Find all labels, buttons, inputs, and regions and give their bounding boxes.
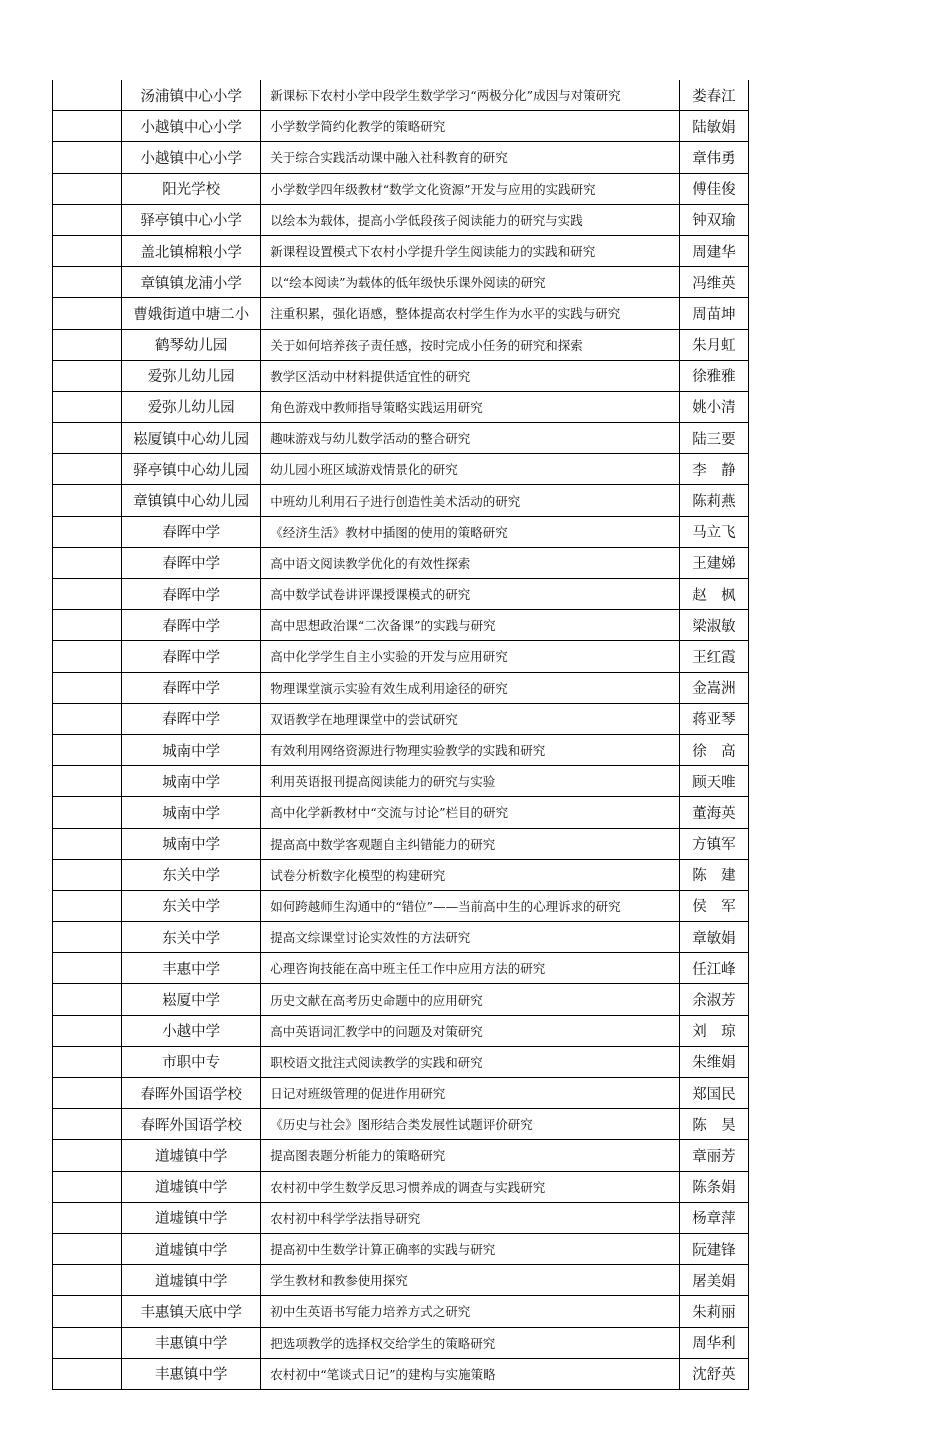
index-cell: [53, 1202, 122, 1233]
author-cell: 娄春江: [679, 80, 748, 111]
author-cell: 朱月虹: [679, 329, 748, 360]
author-cell: 冯维英: [679, 267, 748, 298]
school-cell: 小越镇中心小学: [122, 111, 261, 142]
author-cell: 陆三要: [679, 423, 748, 454]
index-cell: [53, 235, 122, 266]
index-cell: [53, 1046, 122, 1077]
table-row: [53, 1046, 749, 1077]
title-cell: 以“绘本阅读”为载体的低年级快乐课外阅读的研究: [261, 267, 680, 298]
school-cell: 春晖中学: [122, 610, 261, 641]
author-cell: 马立飞: [679, 516, 748, 547]
index-cell: [53, 1358, 122, 1389]
title-cell: 农村初中“笔谈式日记”的建构与实施策略: [261, 1358, 680, 1389]
table-row: [53, 703, 749, 734]
school-cell: 鹤琴幼儿园: [122, 329, 261, 360]
title-cell: 《历史与社会》图形结合类发展性试题评价研究: [261, 1109, 680, 1140]
author-cell: 王建娣: [679, 547, 748, 578]
index-cell: [53, 204, 122, 235]
school-cell: 道墟镇中学: [122, 1171, 261, 1202]
title-cell: 以绘本为载体，提高小学低段孩子阅读能力的研究与实践: [261, 204, 680, 235]
table-row: [53, 1233, 749, 1264]
school-cell: 春晖中学: [122, 703, 261, 734]
school-cell: 春晖中学: [122, 547, 261, 578]
title-cell: 高中化学学生自主小实验的开发与应用研究: [261, 641, 680, 672]
index-cell: [53, 766, 122, 797]
index-cell: [53, 454, 122, 485]
index-cell: [53, 329, 122, 360]
author-cell: 顾天唯: [679, 766, 748, 797]
title-cell: 高中思想政治课“二次备课”的实践与研究: [261, 610, 680, 641]
index-cell: [53, 797, 122, 828]
school-cell: 春晖中学: [122, 641, 261, 672]
author-cell: 钟双瑜: [679, 204, 748, 235]
author-cell: 徐雅雅: [679, 360, 748, 391]
table-row: [53, 142, 749, 173]
table-row: [53, 953, 749, 984]
author-cell: 杨章萍: [679, 1202, 748, 1233]
school-cell: 道墟镇中学: [122, 1202, 261, 1233]
author-cell: 陈 建: [679, 859, 748, 890]
school-cell: 崧厦中学: [122, 984, 261, 1015]
author-cell: 刘 琼: [679, 1015, 748, 1046]
author-cell: 陈莉燕: [679, 485, 748, 516]
author-cell: 陈 昊: [679, 1109, 748, 1140]
title-cell: 提高文综课堂讨论实效性的方法研究: [261, 922, 680, 953]
author-cell: 傅佳俊: [679, 173, 748, 204]
school-cell: 曹娥街道中塘二小: [122, 298, 261, 329]
title-cell: 农村初中科学学法指导研究: [261, 1202, 680, 1233]
title-cell: 教学区活动中材料提供适宜性的研究: [261, 360, 680, 391]
school-cell: 丰惠镇天底中学: [122, 1296, 261, 1327]
index-cell: [53, 1296, 122, 1327]
author-cell: 余淑芳: [679, 984, 748, 1015]
title-cell: 把选项教学的选择权交给学生的策略研究: [261, 1327, 680, 1358]
author-cell: 赵 枫: [679, 579, 748, 610]
table-row: [53, 1358, 749, 1389]
author-cell: 姚小清: [679, 391, 748, 422]
index-cell: [53, 173, 122, 204]
index-cell: [53, 734, 122, 765]
index-cell: [53, 922, 122, 953]
author-cell: 陈条娟: [679, 1171, 748, 1202]
table-row: [53, 204, 749, 235]
title-cell: 试卷分析数字化模型的构建研究: [261, 859, 680, 890]
table-row: [53, 1078, 749, 1109]
table-row: [53, 610, 749, 641]
school-cell: 阳光学校: [122, 173, 261, 204]
school-cell: 春晖中学: [122, 579, 261, 610]
title-cell: 农村初中学生数学反思习惯养成的调查与实践研究: [261, 1171, 680, 1202]
table-row: [53, 391, 749, 422]
index-cell: [53, 1233, 122, 1264]
school-cell: 道墟镇中学: [122, 1265, 261, 1296]
table-row: [53, 298, 749, 329]
index-cell: [53, 1327, 122, 1358]
table-row: [53, 1202, 749, 1233]
table-row: [53, 423, 749, 454]
index-cell: [53, 1015, 122, 1046]
table-row: [53, 922, 749, 953]
title-cell: 小学数学四年级教材“数学文化资源”开发与应用的实践研究: [261, 173, 680, 204]
school-cell: 汤浦镇中心小学: [122, 80, 261, 111]
research-project-table: [52, 80, 749, 1390]
title-cell: 双语教学在地理课堂中的尝试研究: [261, 703, 680, 734]
title-cell: 提高高中数学客观题自主纠错能力的研究: [261, 828, 680, 859]
author-cell: 方镇军: [679, 828, 748, 859]
table-row: [53, 1265, 749, 1296]
index-cell: [53, 984, 122, 1015]
index-cell: [53, 1265, 122, 1296]
title-cell: 《经济生活》教材中插图的使用的策略研究: [261, 516, 680, 547]
index-cell: [53, 360, 122, 391]
title-cell: 关于综合实践活动课中融入社科教育的研究: [261, 142, 680, 173]
index-cell: [53, 579, 122, 610]
table-row: [53, 485, 749, 516]
school-cell: 春晖中学: [122, 672, 261, 703]
table-row: [53, 173, 749, 204]
index-cell: [53, 80, 122, 111]
school-cell: 道墟镇中学: [122, 1233, 261, 1264]
index-cell: [53, 610, 122, 641]
author-cell: 周苗坤: [679, 298, 748, 329]
school-cell: 东关中学: [122, 890, 261, 921]
index-cell: [53, 703, 122, 734]
author-cell: 梁淑敏: [679, 610, 748, 641]
school-cell: 崧厦镇中心幼儿园: [122, 423, 261, 454]
index-cell: [53, 890, 122, 921]
table-row: [53, 1140, 749, 1171]
table-row: [53, 1015, 749, 1046]
title-cell: 职校语文批注式阅读教学的实践和研究: [261, 1046, 680, 1077]
school-cell: 驿亭镇中心小学: [122, 204, 261, 235]
index-cell: [53, 672, 122, 703]
title-cell: 小学数学简约化教学的策略研究: [261, 111, 680, 142]
table-row: [53, 984, 749, 1015]
title-cell: 利用英语报刊提高阅读能力的研究与实验: [261, 766, 680, 797]
index-cell: [53, 423, 122, 454]
school-cell: 小越中学: [122, 1015, 261, 1046]
table-row: [53, 329, 749, 360]
index-cell: [53, 298, 122, 329]
table-body: [53, 80, 749, 1389]
author-cell: 蒋亚琴: [679, 703, 748, 734]
author-cell: 陆敏娟: [679, 111, 748, 142]
table-row: [53, 579, 749, 610]
author-cell: 任江峰: [679, 953, 748, 984]
school-cell: 丰惠镇中学: [122, 1327, 261, 1358]
table-row: [53, 111, 749, 142]
index-cell: [53, 1171, 122, 1202]
table-row: [53, 267, 749, 298]
author-cell: 屠美娟: [679, 1265, 748, 1296]
school-cell: 城南中学: [122, 734, 261, 765]
author-cell: 金嵩洲: [679, 672, 748, 703]
index-cell: [53, 1140, 122, 1171]
school-cell: 丰惠中学: [122, 953, 261, 984]
title-cell: 初中生英语书写能力培养方式之研究: [261, 1296, 680, 1327]
author-cell: 朱莉丽: [679, 1296, 748, 1327]
index-cell: [53, 1078, 122, 1109]
table-row: [53, 828, 749, 859]
title-cell: 高中英语词汇教学中的问题及对策研究: [261, 1015, 680, 1046]
index-cell: [53, 111, 122, 142]
table-row: [53, 1327, 749, 1358]
title-cell: 学生教材和教参使用探究: [261, 1265, 680, 1296]
author-cell: 章伟勇: [679, 142, 748, 173]
title-cell: 角色游戏中教师指导策略实践运用研究: [261, 391, 680, 422]
school-cell: 章镇镇中心幼儿园: [122, 485, 261, 516]
title-cell: 关于如何培养孩子责任感，按时完成小任务的研究和探索: [261, 329, 680, 360]
table-row: [53, 1109, 749, 1140]
index-cell: [53, 516, 122, 547]
table-row: [53, 672, 749, 703]
index-cell: [53, 641, 122, 672]
index-cell: [53, 485, 122, 516]
title-cell: 高中数学试卷讲评课授课模式的研究: [261, 579, 680, 610]
author-cell: 周建华: [679, 235, 748, 266]
title-cell: 高中化学新教材中“交流与讨论”栏目的研究: [261, 797, 680, 828]
title-cell: 心理咨询技能在高中班主任工作中应用方法的研究: [261, 953, 680, 984]
school-cell: 盖北镇棉粮小学: [122, 235, 261, 266]
author-cell: 朱维娟: [679, 1046, 748, 1077]
school-cell: 春晖中学: [122, 516, 261, 547]
title-cell: 新课程设置模式下农村小学提升学生阅读能力的实践和研究: [261, 235, 680, 266]
table-row: [53, 890, 749, 921]
table-row: [53, 547, 749, 578]
title-cell: 新课标下农村小学中段学生数学学习“两极分化”成因与对策研究: [261, 80, 680, 111]
table-row: [53, 734, 749, 765]
author-cell: 章丽芳: [679, 1140, 748, 1171]
index-cell: [53, 547, 122, 578]
table-row: [53, 859, 749, 890]
school-cell: 城南中学: [122, 828, 261, 859]
school-cell: 春晖外国语学校: [122, 1109, 261, 1140]
school-cell: 城南中学: [122, 766, 261, 797]
table-row: [53, 360, 749, 391]
author-cell: 郑国民: [679, 1078, 748, 1109]
author-cell: 周华利: [679, 1327, 748, 1358]
title-cell: 如何跨越师生沟通中的“错位”——当前高中生的心理诉求的研究: [261, 890, 680, 921]
index-cell: [53, 391, 122, 422]
school-cell: 道墟镇中学: [122, 1140, 261, 1171]
author-cell: 章敏娟: [679, 922, 748, 953]
title-cell: 提高图表题分析能力的策略研究: [261, 1140, 680, 1171]
school-cell: 城南中学: [122, 797, 261, 828]
table-row: [53, 1171, 749, 1202]
school-cell: 东关中学: [122, 922, 261, 953]
title-cell: 趣味游戏与幼儿数学活动的整合研究: [261, 423, 680, 454]
title-cell: 中班幼儿利用石子进行创造性美术活动的研究: [261, 485, 680, 516]
table-row: [53, 1296, 749, 1327]
school-cell: 爱弥儿幼儿园: [122, 360, 261, 391]
school-cell: 章镇镇龙浦小学: [122, 267, 261, 298]
table-row: [53, 516, 749, 547]
table-row: [53, 766, 749, 797]
school-cell: 东关中学: [122, 859, 261, 890]
author-cell: 董海英: [679, 797, 748, 828]
author-cell: 侯 军: [679, 890, 748, 921]
title-cell: 幼儿园小班区域游戏情景化的研究: [261, 454, 680, 485]
author-cell: 沈舒英: [679, 1358, 748, 1389]
table-row: [53, 641, 749, 672]
table-row: [53, 80, 749, 111]
title-cell: 历史文献在高考历史命题中的应用研究: [261, 984, 680, 1015]
author-cell: 李 静: [679, 454, 748, 485]
school-cell: 春晖外国语学校: [122, 1078, 261, 1109]
index-cell: [53, 1109, 122, 1140]
title-cell: 物理课堂演示实验有效生成利用途径的研究: [261, 672, 680, 703]
index-cell: [53, 267, 122, 298]
title-cell: 日记对班级管理的促进作用研究: [261, 1078, 680, 1109]
school-cell: 爱弥儿幼儿园: [122, 391, 261, 422]
table-row: [53, 797, 749, 828]
school-cell: 小越镇中心小学: [122, 142, 261, 173]
index-cell: [53, 142, 122, 173]
title-cell: 提高初中生数学计算正确率的实践与研究: [261, 1233, 680, 1264]
table-row: [53, 454, 749, 485]
author-cell: 阮建锋: [679, 1233, 748, 1264]
table-row: [53, 235, 749, 266]
index-cell: [53, 859, 122, 890]
index-cell: [53, 828, 122, 859]
title-cell: 高中语文阅读教学优化的有效性探索: [261, 547, 680, 578]
author-cell: 王红霞: [679, 641, 748, 672]
title-cell: 注重积累，强化语感，整体提高农村学生作为水平的实践与研究: [261, 298, 680, 329]
school-cell: 驿亭镇中心幼儿园: [122, 454, 261, 485]
school-cell: 丰惠镇中学: [122, 1358, 261, 1389]
title-cell: 有效利用网络资源进行物理实验教学的实践和研究: [261, 734, 680, 765]
index-cell: [53, 953, 122, 984]
school-cell: 市职中专: [122, 1046, 261, 1077]
author-cell: 徐 高: [679, 734, 748, 765]
